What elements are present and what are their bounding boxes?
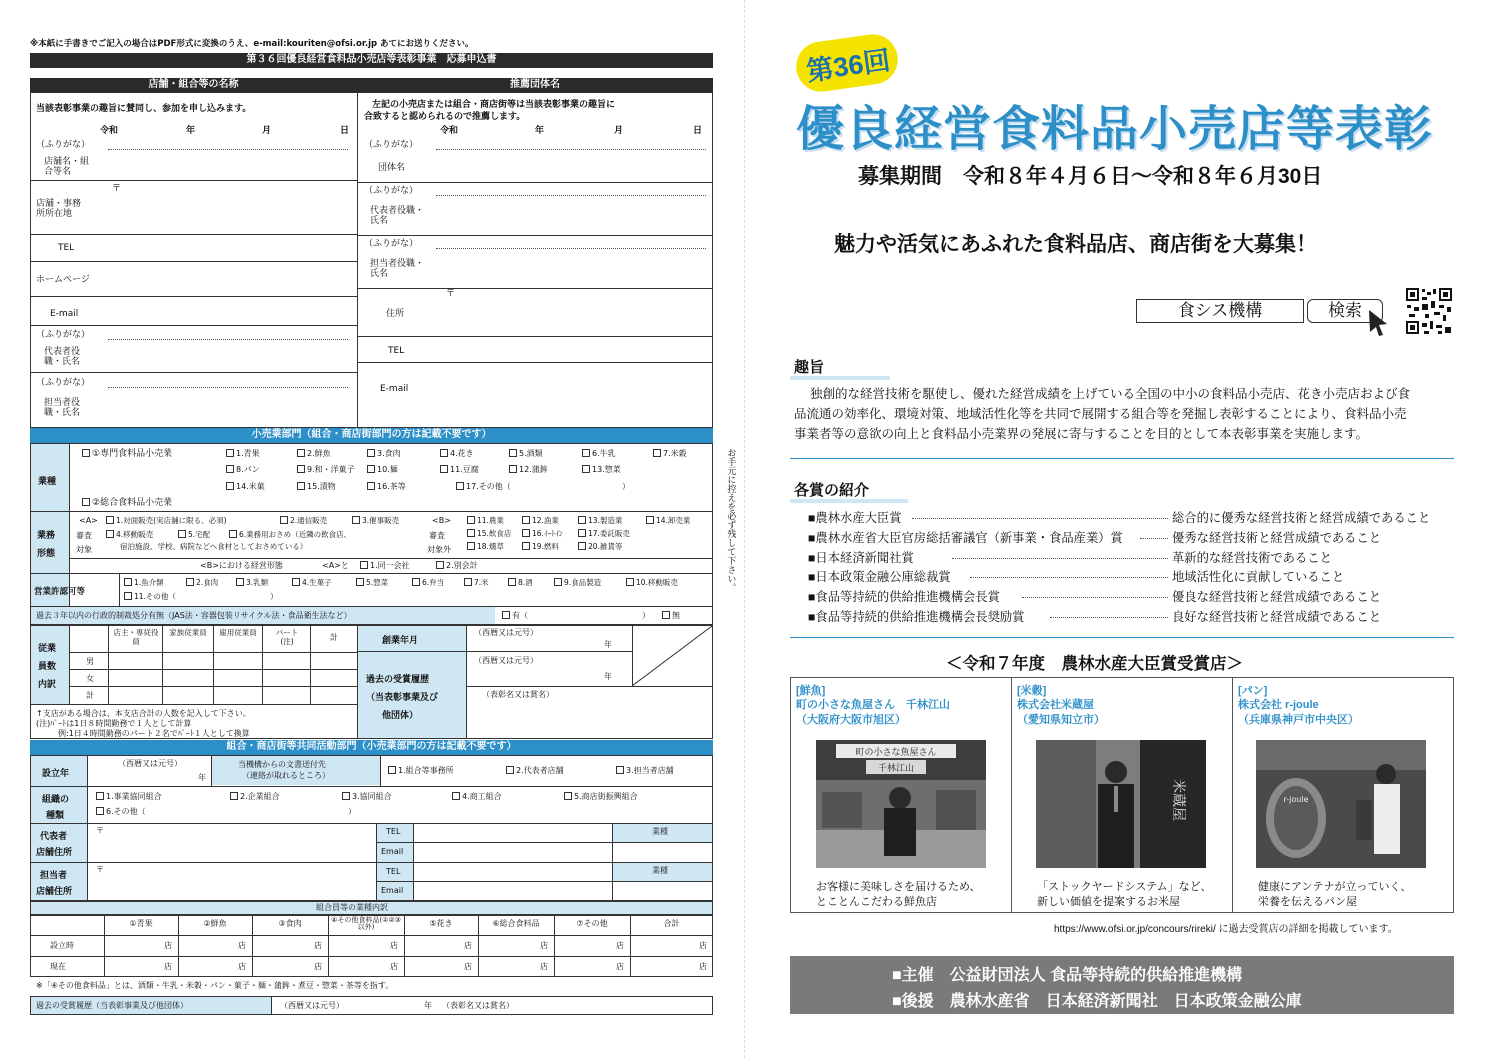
award-hist-2: （当表彰事業及び	[366, 693, 439, 703]
winner-loc: （兵庫県神戸市中央区）	[1238, 714, 1359, 726]
retail-header: 小売業部門（組合・商店街部門の方は記載不要です）	[30, 428, 713, 443]
awards-heading: 各賞の紹介	[794, 482, 870, 499]
rec-date-month: 月	[614, 126, 624, 136]
cursor-icon	[1367, 308, 1391, 338]
contact-gyoshu: 業種	[652, 866, 668, 875]
past-awards-label: 過去の受賞履歴（当表彰事業及び他団体）	[36, 1001, 188, 1010]
photo-sign-2: 千林江山	[877, 764, 915, 774]
specialty-item[interactable]: 12.蒲鉾	[509, 465, 548, 474]
rel-opt-1[interactable]: 1.同一会社	[360, 561, 410, 570]
specialty-item[interactable]: 1.青果	[226, 449, 260, 458]
license-other[interactable]: 11.その他（	[124, 592, 176, 602]
award-desc: 優良な経営技術と経営成績であること	[1172, 590, 1382, 605]
emp-row-male: 男	[86, 657, 94, 666]
org-item[interactable]: 5.商店街振興組合	[564, 792, 638, 801]
sanction-yes[interactable]: 有（	[502, 611, 528, 620]
b-item[interactable]: 14.卸売業	[646, 516, 690, 526]
sanction-label: 過去３年以内の行政的制裁処分有無（JAS法・容器包装リサイクル法・食品衛生法など）	[36, 611, 352, 620]
member-col: ④その他食料品(①②③以外)	[331, 916, 401, 932]
member-col: ①青果	[129, 919, 153, 928]
rec-date-day: 日	[693, 126, 703, 136]
org-other[interactable]: 6.その他（	[96, 807, 146, 816]
rec-email-label: E-mail	[380, 384, 409, 394]
member-cell-unit: 店	[238, 941, 246, 950]
founding-label: 創業年月	[382, 636, 419, 646]
rec-rep-label: 代表者役職・氏名	[370, 206, 425, 227]
a-item[interactable]: 2.通信販売	[280, 516, 327, 526]
award-name: ■農林水産大臣賞	[808, 511, 902, 525]
specialty-item[interactable]: 11.豆腐	[440, 465, 479, 474]
specialty-item[interactable]: 14.米菓	[226, 482, 265, 491]
sponsors: ■後援 農林水産省 日本経済新聞社 日本政策金融公庫	[892, 993, 1302, 1010]
winner-caption-1: 健康にアンテナが立っていく、	[1258, 881, 1412, 893]
contact-furigana: （ふりがな）	[36, 378, 91, 388]
search-box[interactable]: 食シス機構	[1136, 299, 1304, 323]
b-item[interactable]: 20.雑貨等	[578, 542, 622, 552]
diagonal-slash	[632, 626, 713, 686]
winner-caption-1: お客様に美味しさを届けるため、	[816, 881, 981, 893]
a-and-label: <A>と	[322, 561, 349, 570]
past-era: （西暦又は元号）	[280, 1001, 344, 1010]
emp-row-total: 計	[86, 691, 94, 700]
specialty-item[interactable]: 7.米穀	[653, 449, 687, 458]
sanction-paren: ）	[642, 611, 650, 620]
gyomu-label-1: 業務	[37, 531, 56, 541]
specialty-item[interactable]: 4.花き	[440, 449, 474, 458]
emp-col-hired: 雇用従業員	[219, 628, 257, 637]
mail-dest-1: 当機構からの文書送付先	[238, 760, 326, 769]
form-top-note: ※本紙に手書きでご記入の場合はPDF形式に変換のうえ、e-mail:kouriten@ofsi.or.jp あてにお送りください。	[30, 39, 474, 49]
group-furigana: （ふりがな）	[364, 140, 419, 150]
member-cell-unit: 店	[699, 941, 707, 950]
winner-loc: （愛知県知立市）	[1017, 714, 1105, 726]
award-desc: 革新的な経営技術であること	[1172, 550, 1332, 565]
license-item[interactable]: 5.惣菜	[356, 578, 388, 588]
rec-date-year: 年	[535, 126, 545, 136]
winner-caption-1: 「ストックヤードシステム」など、	[1037, 881, 1212, 893]
member-cell-unit: 店	[164, 941, 172, 950]
search-button[interactable]: 検索	[1307, 299, 1383, 323]
a-item[interactable]: 1.対面販売(実店舗に限る、必須)	[106, 516, 227, 526]
rec-intro-1: 左記の小売店または組合・商店街等は当該表彰事業の趣旨に	[372, 100, 616, 110]
coop-header: 組合・商店街等共同活動部門（小売業部門の方は記載不要です）	[30, 740, 713, 755]
form-title: 第３６回優良経営食料品小売店等表彰事業 応募申込書	[30, 53, 713, 68]
rep-tel: TEL	[386, 827, 401, 836]
specialty-item[interactable]: 10.麺	[367, 465, 398, 474]
member-row-label: 設立時	[50, 941, 74, 950]
award-desc: 優秀な経営技術と経営成績であること	[1172, 530, 1382, 545]
award-era: （西暦又は元号）	[474, 656, 538, 665]
org-type-1: 組織の	[42, 795, 70, 805]
specialty-item[interactable]: 15.漬物	[297, 482, 336, 491]
emp-col-part: パート(注)	[275, 628, 299, 646]
specialty-item[interactable]: 5.酒類	[509, 449, 543, 458]
member-col: 合計	[663, 919, 680, 928]
badge-text: 第36回	[804, 45, 893, 87]
b-item[interactable]: 12.漁業	[522, 516, 559, 526]
license-other-close: ）	[270, 592, 278, 601]
a-item[interactable]: 6.業務用おさめ（近隣の飲食店、	[229, 530, 351, 540]
b-sub-1: 審査	[429, 531, 445, 540]
emp-row-female: 女	[86, 674, 94, 683]
org-item[interactable]: 3.協同組合	[342, 792, 392, 801]
license-item[interactable]: 8.酒	[508, 578, 533, 588]
org-item[interactable]: 4.商工組合	[452, 792, 502, 801]
shushi-text: 独創的な経営技術を駆使し、優れた経営成績を上げている全国の中小の食料品小売店、花き小売店および食 品流通の効率化、環境対策、地域活性化等を共同で展開する組合等を発掘し表彰することにより、食料品小売 事業者等の意欲の向上と食料品小売業界の発展に寄与することを目的として本表彰事業を実施します。	[794, 387, 1411, 441]
member-header: 組合員等の業種内訳	[316, 903, 388, 912]
member-cell-unit: 店	[540, 962, 548, 971]
dest-opt-2[interactable]: 2.代表者店舗	[506, 766, 564, 775]
emp-label-1: 従業	[38, 644, 57, 654]
b-item[interactable]: 13.製造業	[578, 516, 622, 526]
store-tel-label: TEL	[58, 243, 75, 253]
rec-postal: 〒	[446, 289, 456, 299]
emp-col-owner: 店主・専従役員	[113, 628, 159, 646]
b-item[interactable]: 11.農業	[467, 516, 504, 526]
a-item[interactable]: 5.宅配	[178, 530, 210, 540]
license-item[interactable]: 1.魚介類	[124, 578, 164, 588]
store-rep-label: 代表者役職・氏名	[44, 347, 81, 368]
rel-opt-2[interactable]: 2.別会計	[436, 561, 478, 570]
org-item[interactable]: 1.事業協同組合	[96, 792, 162, 801]
award-year: 年	[604, 672, 612, 681]
specialty-item[interactable]: 16.茶等	[367, 482, 406, 491]
b-item[interactable]: 15.飲食店	[467, 529, 511, 539]
emp-label-3: 内訳	[38, 680, 57, 690]
rep-addr-1: 代表者	[40, 832, 68, 842]
license-item[interactable]: 3.乳類	[236, 578, 268, 588]
license-item[interactable]: 2.食肉	[186, 578, 218, 588]
member-col: ②鮮魚	[203, 919, 227, 928]
store-email-label: E-mail	[50, 309, 79, 319]
award-desc: 総合的に優秀な経営技術と経営成績であること	[1172, 511, 1431, 525]
founding-year: 年	[604, 640, 612, 649]
award-name: （表彰名又は賞名）	[482, 690, 554, 699]
award-hist-3: 他団体）	[382, 711, 419, 721]
emp-col-family: 家族従業員	[169, 628, 207, 637]
period: 募集期間 令和８年４月６日〜令和８年６月30日	[858, 165, 1323, 188]
gyomu-label-2: 形態	[37, 549, 56, 559]
member-cell-unit: 店	[540, 941, 548, 950]
member-cell-unit: 店	[699, 962, 707, 971]
contact-email: Email	[381, 886, 404, 895]
rep-postal: 〒	[96, 826, 104, 835]
photo-sign-1: 町の小さな魚屋さん	[855, 748, 937, 758]
license-label: 営業許認可等	[34, 587, 86, 597]
side-note: お手元に控えを必ず残して下さい。	[725, 448, 736, 592]
a-item[interactable]: 4.移動販売	[106, 530, 153, 540]
a-sub-2: 対象	[76, 545, 92, 554]
rec-tel-label: TEL	[388, 346, 405, 356]
award-name: ■食品等持続的供給推進機構会長奨励賞	[808, 610, 1025, 624]
organizer: ■主催 公益財団法人 食品等持続的供給推進機構	[892, 967, 1243, 984]
license-item[interactable]: 10.移動販売	[626, 578, 678, 588]
award-name: ■日本政策金融公庫総裁賞	[808, 570, 951, 585]
award-desc: 地域活性化に貢献していること	[1172, 570, 1345, 585]
emp-note-2: (注)ﾊﾟｰﾄは1日８時間勤務で１人として計算	[36, 719, 192, 728]
rep-furigana: （ふりがな）	[36, 330, 91, 340]
b-item[interactable]: 17.委託販売	[578, 529, 630, 539]
member-note: ※「④その他食料品」とは、酒類・牛乳・米穀・パン・菓子・麺・蒲鉾・煮豆・惣菜・茶等を指す。	[36, 981, 394, 990]
org-item[interactable]: 2.企業組合	[230, 792, 280, 801]
member-cell-unit: 店	[164, 962, 172, 971]
winner-name: 町の小さな魚屋さん 千林江山	[796, 699, 950, 711]
rec-header: 推薦団体名	[357, 78, 713, 92]
date-reiwa: 令和	[100, 126, 119, 136]
award-hist-1: 過去の受賞履歴	[366, 675, 430, 685]
emp-note-1: ↑支店がある場合は、本支店合計の人数を記入して下さい。	[36, 709, 251, 718]
winner-caption-2: 新しい価値を提案するお米屋	[1037, 896, 1180, 908]
a-label: <A>	[79, 516, 98, 525]
photo-rice-shop	[1036, 740, 1206, 868]
qr-code-icon[interactable]	[1405, 287, 1453, 335]
license-item[interactable]: 6.弁当	[412, 578, 444, 588]
b-item[interactable]: 16.ｲｰﾄｲﾝ	[522, 529, 563, 539]
dest-opt-3[interactable]: 3.担当者店舗	[616, 766, 674, 775]
est-year-label: 設立年	[42, 769, 70, 779]
mail-dest-2: （連絡が取れるところ）	[242, 771, 330, 780]
license-item[interactable]: 7.米	[464, 578, 489, 588]
a-item: 宿泊施設、学校、病院などへ食材としておさめている）	[120, 542, 308, 551]
specialty-item[interactable]: 3.食肉	[367, 449, 401, 458]
emp-label-2: 員数	[38, 662, 57, 672]
sanction-no[interactable]: 無	[662, 611, 680, 620]
b-rel-label: <B>における経営形態	[200, 561, 283, 570]
homepage-label: ホームページ	[36, 275, 90, 285]
general-option[interactable]: ②総合食料品小売業	[82, 498, 172, 508]
contact-postal: 〒	[96, 865, 104, 874]
est-nen: 年	[198, 773, 206, 782]
specialty-item[interactable]: 9.和・洋菓子	[297, 465, 355, 474]
store-contact-label: 担当者役職・氏名	[44, 398, 81, 419]
winner-cat: [鮮魚]	[796, 685, 826, 697]
photo-sign-3: 米蔵屋	[1170, 779, 1186, 821]
b-item[interactable]: 18.燻草	[467, 542, 504, 552]
specialty-option[interactable]: ①専門食料品小売業	[82, 449, 172, 459]
past-nen: 年	[424, 1001, 432, 1010]
specialty-item[interactable]: 8.パン	[226, 465, 260, 474]
url-note[interactable]: https://www.ofsi.or.jp/concours/rireki/ に過去受賞店の詳細を掲載しています。	[1054, 924, 1398, 935]
postal-mark: 〒	[112, 184, 122, 194]
dest-opt-1[interactable]: 1.組合等事務所	[388, 766, 454, 775]
member-cell-unit: 店	[390, 941, 398, 950]
member-row-label: 現在	[50, 962, 66, 971]
member-cell-unit: 店	[238, 962, 246, 971]
award-name: ■食品等持続的供給推進機構会長賞	[808, 590, 1000, 605]
contact-addr-1: 担当者	[40, 871, 68, 881]
date-month: 月	[262, 126, 272, 136]
specialty-item[interactable]: 2.鮮魚	[297, 449, 331, 458]
rec-contact-label: 担当者役職・氏名	[370, 259, 425, 280]
winner-caption-2: とことんこだわる鮮魚店	[816, 896, 937, 908]
catch-copy: 魅力や活気にあふれた食料品店、商店街を大募集！	[834, 233, 1317, 256]
fold-line	[744, 0, 745, 1058]
winner-cat: [米穀]	[1017, 685, 1047, 697]
member-cell-unit: 店	[390, 962, 398, 971]
shushi-heading: 趣旨	[794, 359, 825, 376]
a-item[interactable]: 3.催事販売	[352, 516, 399, 526]
org-type-2: 種類	[46, 811, 65, 821]
license-item[interactable]: 9.食品製造	[554, 578, 601, 588]
member-col: ③食肉	[278, 919, 302, 928]
specialty-other-close: ）	[622, 482, 630, 491]
group-label: 団体名	[378, 163, 406, 173]
license-item[interactable]: 4.生菓子	[292, 578, 332, 588]
furigana-label: （ふりがな）	[36, 140, 91, 150]
award-desc: 良好な経営技術と経営成績であること	[1172, 610, 1382, 624]
rec-address-label: 住所	[386, 309, 405, 319]
winners-heading: ＜令和７年度 農林水産大臣賞受賞店＞	[946, 655, 1243, 673]
winner-name: 株式会社米蔵屋	[1017, 699, 1094, 711]
founding-era: （西暦又は元号）	[474, 628, 538, 637]
rec-date-reiwa: 令和	[440, 126, 459, 136]
org-other-close: ）	[348, 807, 356, 816]
member-cell-unit: 店	[464, 962, 472, 971]
flyer-title: 優良経営食料品小売店等表彰	[796, 103, 1434, 156]
b-label: <B>	[432, 516, 451, 525]
member-col: ⑤花き	[429, 919, 453, 928]
est-era: （西暦又は元号）	[118, 759, 182, 768]
rec-contact-furigana: （ふりがな）	[364, 239, 419, 249]
store-name-label: 店舗名・組合等名	[44, 157, 90, 178]
member-cell-unit: 店	[464, 941, 472, 950]
date-day: 日	[340, 126, 350, 136]
date-year: 年	[186, 126, 196, 136]
member-cell-unit: 店	[616, 962, 624, 971]
photo-fish-shop	[816, 740, 986, 868]
contact-tel: TEL	[386, 867, 401, 876]
photo-bakery	[1256, 740, 1426, 868]
rec-rep-furigana: （ふりがな）	[364, 186, 419, 196]
emp-col-total: 計	[330, 633, 338, 642]
winner-caption-2: 栄養を伝えるパン屋	[1258, 896, 1357, 908]
store-header: 店舗・組合等の名称	[30, 78, 357, 92]
member-cell-unit: 店	[314, 962, 322, 971]
rep-email: Email	[381, 847, 404, 856]
winner-loc: （大阪府大阪市旭区）	[796, 714, 906, 726]
specialty-item[interactable]: 6.牛乳	[582, 449, 616, 458]
photo-sign-4: r-joule	[1283, 795, 1309, 804]
store-address-label: 店舗・事務所所在地	[36, 199, 82, 220]
member-cell-unit: 店	[314, 941, 322, 950]
contact-addr-2: 店舗住所	[36, 887, 73, 897]
award-name: ■日本経済新聞社賞	[808, 550, 914, 565]
b-sub-2: 対象外	[427, 545, 451, 554]
emp-note-3: 例:1日４時間勤務のパート２名でﾊﾟｰﾄ１人として換算	[58, 729, 250, 738]
a-sub-1: 審査	[76, 531, 92, 540]
past-award-name: （表彰名又は賞名）	[442, 1001, 514, 1010]
member-col: ⑦その他	[576, 919, 608, 928]
award-name: ■農林水産省大臣官房総括審議官（新事業・食品産業）賞	[808, 530, 1123, 545]
specialty-item[interactable]: 13.惣菜	[582, 465, 621, 474]
winner-cat: [パン]	[1238, 685, 1268, 697]
store-intro: 当該表彰事業の趣旨に賛同し、参加を申し込みます。	[36, 104, 252, 114]
rec-intro-2: 合致すると認められるので推薦します。	[364, 112, 526, 122]
member-col: ⑥総合食料品	[492, 919, 540, 928]
gyoushu-label: 業種	[38, 477, 57, 487]
winner-name: 株式会社 r-joule	[1238, 699, 1319, 711]
rep-addr-2: 店舗住所	[36, 848, 73, 858]
b-item[interactable]: 19.燃料	[522, 542, 559, 552]
rep-gyoshu: 業種	[652, 827, 668, 836]
specialty-other[interactable]: 17.その他（	[456, 482, 511, 491]
member-cell-unit: 店	[616, 941, 624, 950]
